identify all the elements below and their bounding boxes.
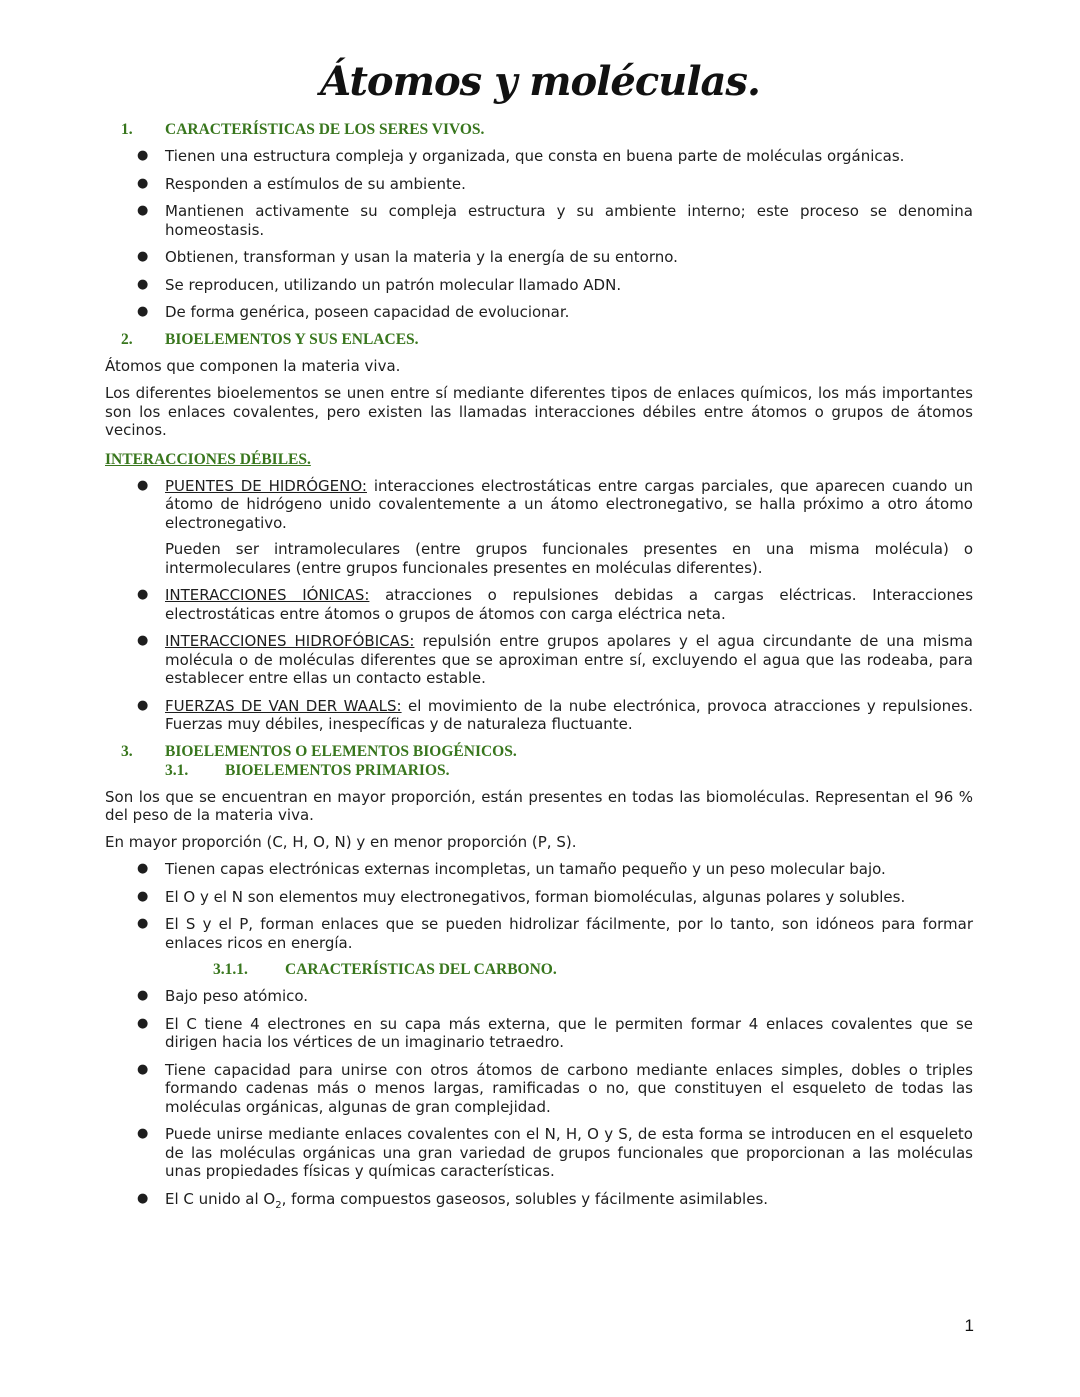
list-item: ● INTERACCIONES HIDROFÓBICAS: repulsión entre grupos apolares y el agua circundante de una misma molécula o de moléculas diferentes que se aproximan entre sí, excluyendo el agua que las rodeaba, para establecer entre ellas un contacto estable. bbox=[137, 632, 973, 687]
list-item: ● Se reproducen, utilizando un patrón molecular llamado ADN. bbox=[137, 275, 622, 294]
bullet-icon: ● bbox=[137, 249, 149, 264]
section-title: CARACTERÍSTICAS DE LOS SERES VIVOS. bbox=[165, 121, 485, 138]
paragraph: Los diferentes bioelementos se unen entre sí mediante diferentes tipos de enlaces químicos, los más importantes son los enlaces covalentes, pero existen las llamadas interacciones débiles entre átomos o grupos de átomos vecinos. bbox=[105, 384, 973, 439]
section-3-1-heading bbox=[105, 761, 973, 780]
bullet-icon: ● bbox=[137, 697, 149, 713]
page-title: Átomos y moléculas. bbox=[320, 58, 760, 105]
carbon-list bbox=[105, 987, 973, 1215]
bullet-icon: ● bbox=[137, 1015, 149, 1031]
section-number: 1. bbox=[121, 121, 133, 138]
section-3-heading bbox=[105, 742, 973, 761]
term: INTERACCIONES IÓNICAS: bbox=[165, 586, 370, 604]
paragraph: En mayor proporción (C, H, O, N) y en menor proporción (P, S). bbox=[105, 832, 577, 851]
list-item: ● FUERZAS DE VAN DER WAALS: el movimiento de la nube electrónica, provoca atracciones y repulsiones. Fuerzas muy débiles, inespecíficas y de naturaleza fluctuante. bbox=[137, 696, 973, 733]
section-title: BIOELEMENTOS Y SUS ENLACES. bbox=[165, 330, 419, 348]
bullet-icon: ● bbox=[137, 1061, 149, 1077]
list-item: ● El C unido al $O_2$, forma compuestos gaseosos, solubles y fácilmente asimilables. bbox=[137, 1189, 769, 1211]
bullet-icon: ● bbox=[137, 1190, 149, 1206]
bullet-icon: ● bbox=[137, 633, 149, 648]
page-number: 1 bbox=[964, 1316, 974, 1335]
list-item: ● Puede unirse mediante enlaces covalentes con el N, H, O y S, de esta forma se introducen en el esqueleto de las moléculas orgánicas una gran variedad de grupos funcionales que proporcionan a las moléculas unas propiedades físicas y químicas características. bbox=[137, 1125, 973, 1180]
term: FUERZAS DE VAN DER WAALS: bbox=[165, 696, 402, 715]
list-item: ● Tiene capacidad para unirse con otros átomos de carbono mediante enlaces simples, dobles o triples formando cadenas más o menos largas, ramificadas o no, que constituyen el esqueleto de todas las moléculas orgánicas, algunas de gran complejidad. bbox=[137, 1060, 973, 1116]
list-item: ● Responden a estímulos de su ambiente. bbox=[137, 174, 466, 193]
list-item: ● El S y el P, forman enlaces que se pueden hidrolizar fácilmente, por lo tanto, son idóneos para formar enlaces ricos en energía. bbox=[137, 915, 973, 952]
bullet-icon: ● bbox=[137, 276, 149, 292]
list-item: ● Obtienen, transforman y usan la materia y la energía de su entorno. bbox=[137, 248, 678, 266]
paragraph: Son los que se encuentran en mayor proporción, están presentes en todas las biomoléculas. Representan el 96 % del peso de la materia viva. bbox=[105, 787, 973, 824]
paragraph: Átomos que componen la materia viva. bbox=[105, 356, 401, 375]
section-number: 3. bbox=[121, 742, 133, 760]
characteristics-list bbox=[105, 147, 973, 322]
section-title: CARACTERÍSTICAS DEL CARBONO. bbox=[285, 961, 557, 978]
term: INTERACCIONES HIDROFÓBICAS: bbox=[165, 632, 415, 650]
bullet-icon: ● bbox=[137, 304, 149, 319]
content bbox=[105, 120, 973, 1215]
section-title: BIOELEMENTOS O ELEMENTOS BIOGÉNICOS. bbox=[165, 742, 517, 760]
list-item: ● Bajo peso atómico. bbox=[137, 987, 309, 1005]
section-1-heading bbox=[105, 120, 973, 139]
weak-interactions-heading: INTERACCIONES DÉBILES. bbox=[105, 450, 311, 468]
bullet-icon: ● bbox=[137, 587, 149, 602]
bullet-icon: ● bbox=[137, 861, 149, 876]
section-title: BIOELEMENTOS PRIMARIOS. bbox=[225, 761, 450, 779]
list-item: ● El O y el N son elementos muy electronegativos, forman biomoléculas, algunas polares y solubles. bbox=[137, 887, 906, 906]
bullet-icon: ● bbox=[137, 175, 149, 191]
bullet-icon: ● bbox=[137, 988, 149, 1003]
list-item: ● PUENTES DE HIDRÓGENO: interacciones electrostáticas entre cargas parciales, que aparecen cuando un átomo de hidrógeno unido covalentemente a un átomo electronegativo, se halla próximo a otro átomo electronegativo. bbox=[137, 476, 974, 532]
bullet-icon: ● bbox=[137, 148, 149, 163]
primary-bioelements-list bbox=[105, 860, 973, 952]
list-item: ● Tienen capas electrónicas externas incompletas, un tamaño pequeño y un peso molecular bajo. bbox=[137, 860, 886, 878]
term: PUENTES DE HIDRÓGENO: bbox=[165, 476, 367, 495]
interactions-list bbox=[105, 477, 973, 734]
list-item: ● Mantienen activamente su compleja estructura y su ambiente interno; este proceso se denomina homeostasis. bbox=[137, 202, 973, 239]
section-3-1-1-heading bbox=[105, 960, 973, 979]
section-number: 2. bbox=[121, 330, 133, 348]
bullet-icon: ● bbox=[137, 477, 149, 493]
bullet-icon: ● bbox=[137, 888, 149, 904]
bullet-icon: ● bbox=[137, 1126, 149, 1141]
list-item: ● El C tiene 4 electrones en su capa más externa, que le permiten formar 4 enlaces covalentes que se dirigen hacia los vértices de un imaginario tetraedro. bbox=[137, 1014, 973, 1051]
section-number: 3.1.1. bbox=[213, 961, 248, 978]
bullet-icon: ● bbox=[137, 916, 149, 931]
section-2-heading bbox=[105, 330, 973, 349]
list-item: ● Tienen una estructura compleja y organizada, que consta en buena parte de moléculas orgánicas. bbox=[137, 147, 905, 165]
list-item: ● INTERACCIONES IÓNICAS: atracciones o repulsiones debidas a cargas eléctricas. Interacciones electrostáticas entre átomos o grupos de átomos con carga eléctrica neta. bbox=[137, 586, 974, 623]
list-item-continuation: Pueden ser intramoleculares (entre grupos funcionales presentes en una misma molécula) o intermoleculares (entre grupos funcionales presentes en moléculas diferentes). bbox=[165, 540, 973, 577]
section-number: 3.1. bbox=[165, 761, 189, 779]
list-item: ● De forma genérica, poseen capacidad de evolucionar. bbox=[137, 303, 570, 321]
bullet-icon: ● bbox=[137, 203, 149, 218]
